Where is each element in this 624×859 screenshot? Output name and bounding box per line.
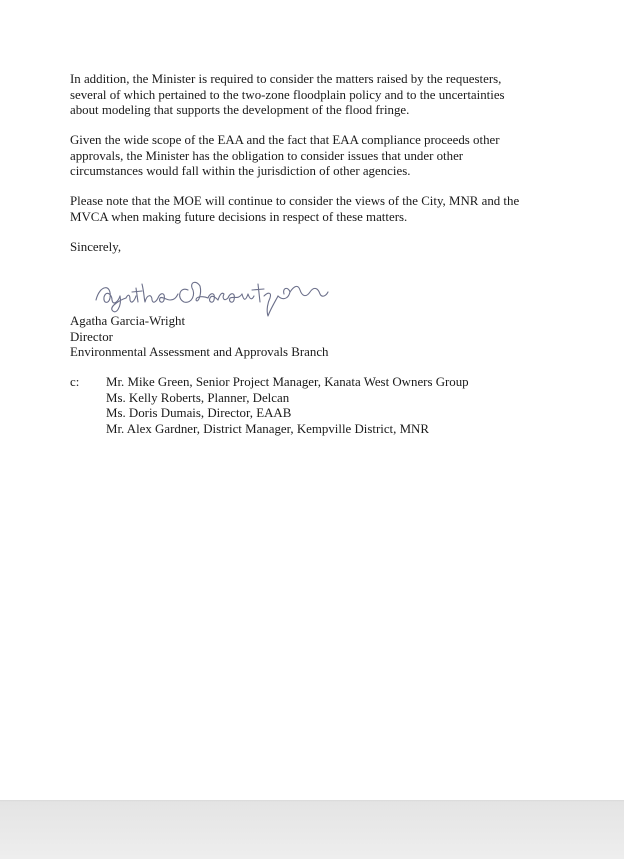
signer-name: Agatha Garcia-Wright	[70, 314, 186, 328]
paragraph-line: circumstances would fall within the jurisdiction of other agencies.	[70, 164, 411, 178]
paragraph-line: Given the wide scope of the EAA and the fact that EAA compliance proceeds other	[70, 133, 500, 147]
handwritten-signature	[92, 270, 332, 320]
paragraph-line: MVCA when making future decisions in respect of these matters.	[70, 209, 408, 224]
paragraph-line: In addition, the Minister is required to consider the matters raised by the requesters,	[70, 72, 502, 86]
paragraph-eaa-scope	[70, 133, 570, 180]
cc-recipient: Ms. Doris Dumais, Director, EAAB	[106, 406, 292, 420]
cc-recipient-list	[106, 375, 469, 437]
cc-recipient: Mr. Alex Gardner, District Manager, Kempville District, MNR	[106, 421, 429, 436]
cc-recipient: Mr. Mike Green, Senior Project Manager, Kanata West Owners Group	[106, 375, 469, 389]
paragraph-line: approvals, the Minister has the obligation to consider issues that under other	[70, 148, 464, 163]
scan-bottom-edge	[0, 800, 624, 859]
paragraph-line: about modeling that supports the development of the flood fringe.	[70, 103, 410, 117]
paragraph-line: several of which pertained to the two-zone floodplain policy and to the uncertainties	[70, 87, 505, 102]
paragraph-line: Please note that the MOE will continue to consider the views of the City, MNR and the	[70, 194, 520, 208]
signer-block	[70, 314, 570, 361]
signer-branch: Environmental Assessment and Approvals Branch	[70, 345, 329, 359]
paragraph-requesters	[70, 72, 570, 119]
cc-recipient: Ms. Kelly Roberts, Planner, Delcan	[106, 390, 290, 405]
cc-label: c:	[70, 375, 80, 389]
signer-title: Director	[70, 329, 113, 344]
paragraph-moe-views	[70, 194, 570, 225]
signature-drawing	[92, 270, 332, 320]
closing: Sincerely,	[70, 240, 122, 254]
